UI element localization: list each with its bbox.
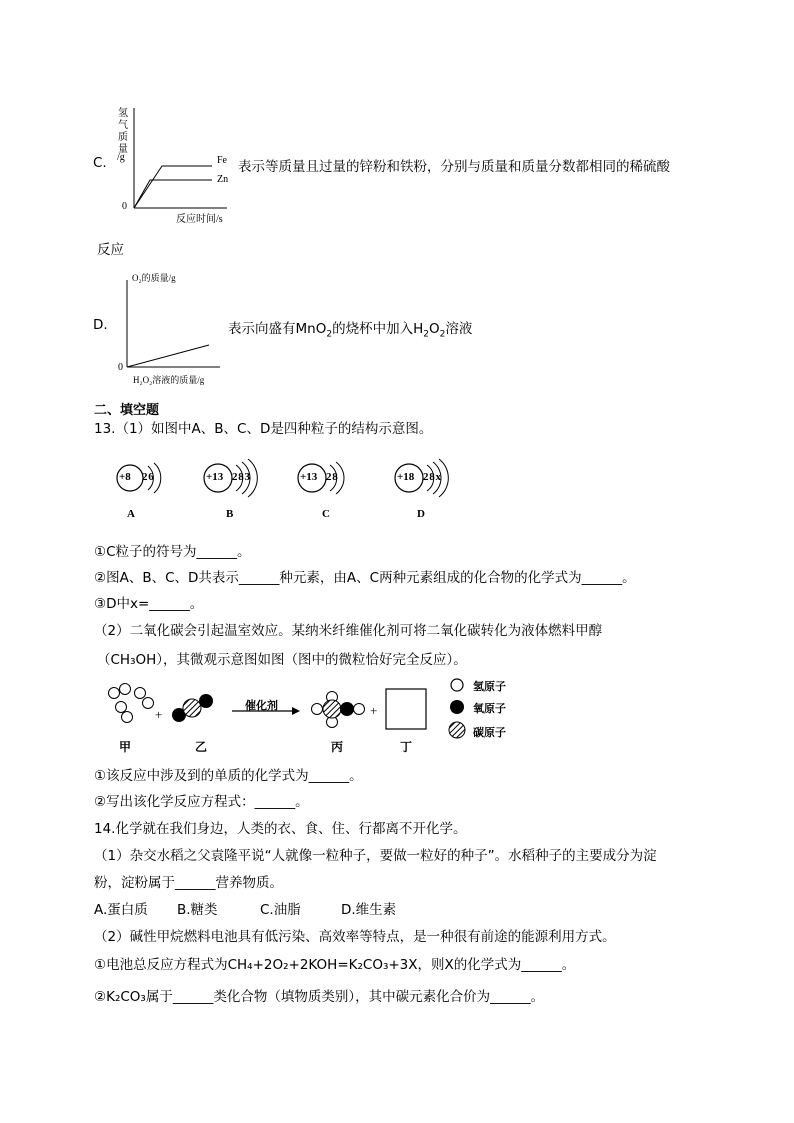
legend-oxygen: 氧原子	[473, 702, 506, 715]
legend-carbon-icon	[449, 722, 465, 738]
atom-b-label: B	[226, 508, 234, 520]
reaction-diagram	[100, 675, 520, 750]
q14-s2: ②K₂CO₃属于______类化合物（填物质类别），其中碳元素化合价为______。	[94, 989, 545, 1005]
q14-intro: 14.化学就在我们身边，人类的衣、食、住、行都离不开化学。	[94, 821, 467, 837]
q14-p2: （2）碱性甲烷燃料电池具有低污染、高效率等特点，是一种很有前途的能源利用方式。	[94, 929, 616, 945]
legend-hydrogen: 氢原子	[473, 680, 506, 693]
atom-a-label: A	[127, 508, 135, 520]
atom-c-nucleus: +13	[300, 471, 318, 483]
atom-b-nucleus: +13	[206, 471, 224, 483]
option-d-text-mid: 的烧杯中加入H	[332, 321, 424, 337]
option-c-text: 表示等质量且过量的锌粉和铁粉，分别与质量和质量分数都相同的稀硫酸	[238, 159, 670, 175]
label-jia: 甲	[119, 740, 132, 754]
legend-hydrogen-icon	[451, 679, 463, 691]
q13-s4: ①该反应中涉及到的单质的化学式为______。	[94, 768, 363, 784]
legend-oxygen-icon	[450, 700, 464, 714]
option-c-ylabel-3: 质	[118, 132, 128, 143]
atom-d-label: D	[417, 508, 425, 520]
zn-line	[134, 180, 212, 208]
option-d-sub3: 2	[439, 329, 446, 340]
option-c-xlabel: 反应时间/s	[176, 214, 223, 225]
option-c-ylabel-4: 量	[118, 144, 128, 155]
option-d-xlabel: H₂O₂溶液的质量/g	[133, 375, 205, 385]
q14-choice-c: C.油脂	[260, 902, 301, 918]
option-c-ylabel-1: 氢	[118, 108, 128, 119]
q13-s1: ①C粒子的符号为______。	[94, 544, 251, 560]
fe-label: Fe	[217, 155, 227, 166]
atom-a-nucleus: +8	[119, 471, 131, 483]
legend-carbon: 碳原子	[473, 726, 506, 739]
catalyst-label: 催化剂	[245, 699, 278, 712]
q13-part2-line1: （2）二氧化碳会引起温室效应。某纳米纤维催化剂可将二氧化碳转化为液体燃料甲醇	[94, 623, 603, 639]
label-bing: 丙	[331, 740, 344, 754]
section-title: 二、填空题	[94, 403, 160, 418]
atom-d-nucleus: +18	[397, 471, 415, 483]
option-d-sub2: 2	[423, 329, 429, 340]
q14-p1-line2: 粉，淀粉属于______营养物质。	[94, 875, 283, 891]
reactant-jia	[109, 684, 154, 723]
option-c-origin: 0	[122, 201, 127, 212]
q14-p1-line1: （1）杂交水稻之父袁隆平说“人就像一粒种子，要做一粒好的种子”。水稻种子的主要成分为淀	[94, 848, 657, 864]
option-c-ylabel-5: /g	[117, 152, 125, 163]
product-bing	[312, 692, 365, 728]
q14-s1: ①电池总反应方程式为CH₄+2O₂+2KOH=K₂CO₃+3X，则X的化学式为______。	[94, 957, 576, 973]
option-d-graph	[115, 275, 225, 380]
atom-a-shells: 2 6	[142, 471, 153, 483]
q13-s3: ③D中x=______。	[94, 596, 204, 612]
label-ding: 丁	[400, 740, 413, 754]
q14-choice-d: D.维生素	[341, 902, 397, 918]
plus-1: +	[155, 707, 163, 722]
plus-2: +	[370, 703, 378, 718]
option-d-text-post: 溶液	[445, 321, 473, 337]
q13-part2-line2: （CH₃OH），其微观示意图如图（图中的微粒恰好完全反应）。	[97, 652, 467, 668]
option-d-sub1: 2	[326, 329, 333, 340]
option-d-origin: 0	[118, 362, 123, 373]
q13-intro: 13.（1）如图中A、B、C、D是四种粒子的结构示意图。	[94, 421, 433, 437]
option-d-text	[228, 317, 472, 340]
option-d-ylabel: O₂的质量/g	[132, 273, 176, 283]
q14-choice-b: B.糖类	[177, 902, 218, 918]
atom-d-shells: 2 8 x	[423, 471, 440, 483]
reactant-yi	[172, 694, 213, 722]
option-c-ylabel-2: 气	[118, 120, 128, 131]
q13-s2: ②图A、B、C、D共表示______种元素，由A、C两种元素组成的化合物的化学式为______。	[94, 570, 636, 586]
option-c-letter: C.	[93, 155, 107, 171]
atom-b-shells: 2 8 3	[232, 471, 249, 483]
atom-c-label: C	[322, 508, 330, 520]
q14-choice-a: A.蛋白质	[94, 902, 148, 918]
q13-s5: ②写出该化学反应方程式：______。	[94, 794, 309, 810]
option-c-text-cont: 反应	[97, 242, 124, 258]
atom-c-shells: 2 8	[326, 471, 337, 483]
option-d-text-pre: 表示向盛有MnO	[228, 321, 327, 337]
product-ding-box	[386, 689, 426, 729]
o2-line	[127, 345, 209, 367]
zn-label: Zn	[217, 174, 229, 185]
option-d-letter: D.	[93, 317, 108, 333]
option-d-text-o: O	[428, 321, 440, 337]
label-yi: 乙	[195, 740, 208, 754]
